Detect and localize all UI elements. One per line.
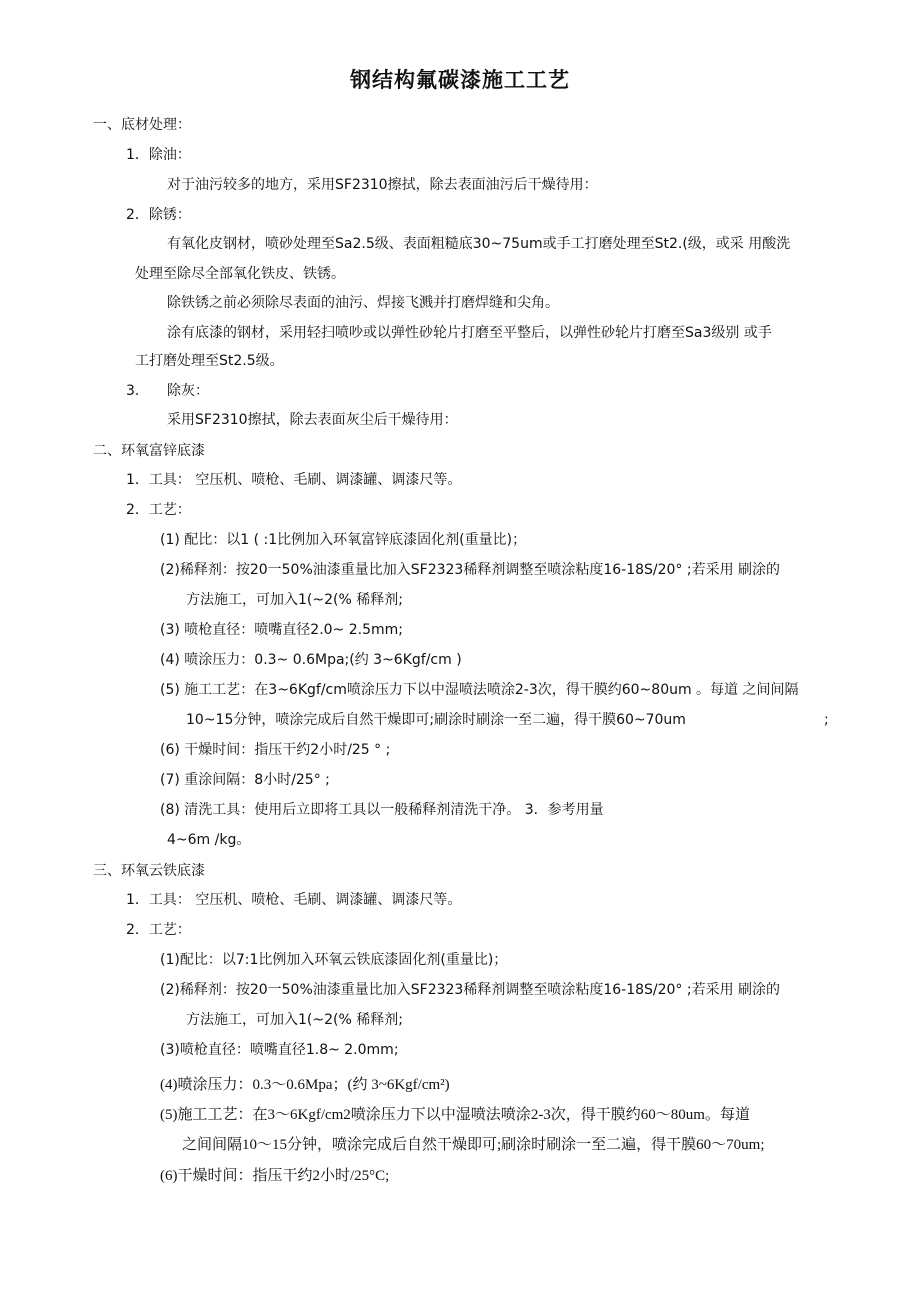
s3-nozzle: (3)喷枪直径：喷嘴直径1.8~ 2.0mm; <box>160 1042 399 1058</box>
s2-tools: 1．工具： 空压机、喷枪、毛刷、调漆罐、调漆尺等。 <box>126 472 462 488</box>
dedust-number: 3. <box>126 383 140 399</box>
degrease-title: 1．除油： <box>126 147 191 163</box>
s2-craft-title: 2．工艺： <box>126 502 191 518</box>
section-1-heading: 一、底材处理： <box>93 117 191 133</box>
dedust-title: 除灰： <box>167 383 209 399</box>
derust-paragraph-3-cont: 工打磨处理至St2.5级。 <box>135 353 284 369</box>
dedust-text: 采用SF2310擦拭，除去表面灰尘后干燥待用： <box>167 412 458 428</box>
s2-nozzle: (3) 喷枪直径：喷嘴直径2.0~ 2.5mm; <box>160 622 403 638</box>
s3-pressure: (4)喷涂压力：0.3～0.6Mpa；(约 3~6Kgf/cm²) <box>160 1077 450 1093</box>
s2-pressure: (4) 喷涂压力：0.3~ 0.6Mpa;(约 3~6Kgf/cm ) <box>160 652 462 668</box>
derust-paragraph-3: 涂有底漆的钢材，采用轻扫喷吵或以弹性砂轮片打磨至平整后，以弹性砂轮片打磨至Sa3级别 或手 <box>167 325 772 341</box>
derust-paragraph-2: 除铁锈之前必须除尽表面的油污、焊接飞溅并打磨焊缝和尖角。 <box>167 295 559 311</box>
s3-drying: (6)干燥时间：指压干约2小时/25°C; <box>160 1168 390 1184</box>
s2-usage: 4~6m /kg。 <box>167 832 251 848</box>
section-3-heading: 三、环氧云铁底漆 <box>93 863 205 879</box>
s3-ratio: (1)配比：以7:1比例加入环氧云铁底漆固化剂(重量比)； <box>160 952 508 968</box>
document-title: 钢结构氟碳漆施工工艺 <box>350 68 570 92</box>
s2-thinner-cont: 方法施工，可加入1(~2(% 稀释剂; <box>186 592 403 608</box>
s2-ratio: (1) 配比：以1 ( :1比例加入环氧富锌底漆固化剂(重量比)； <box>160 532 527 548</box>
s3-process-cont: 之间间隔10～15分钟，喷涂完成后自然干燥即可;刷涂时刷涂一至二遍，得干膜60～70um; <box>182 1137 765 1153</box>
s3-craft-title: 2．工艺： <box>126 922 191 938</box>
s2-process-end: ; <box>824 712 829 728</box>
s2-process-cont: 10~15分钟，喷涂完成后自然干燥即可;刷涂时刷涂一至二遍，得干膜60~70um <box>186 712 686 728</box>
s3-tools: 1．工具： 空压机、喷枪、毛刷、调漆罐、调漆尺等。 <box>126 892 462 908</box>
derust-paragraph-1-cont: 处理至除尽全部氧化铁皮、铁锈。 <box>135 266 345 282</box>
s2-cleaning: (8) 清洗工具：使用后立即将工具以一般稀释剂清洗干净。 3．参考用量 <box>160 802 604 818</box>
s2-drying: (6) 干燥时间：指压干约2小时/25 ° ; <box>160 742 391 758</box>
s2-thinner: (2)稀释剂：按20一50%油漆重量比加入SF2323稀释剂调整至喷涂粘度16-18S/20° ;若采用 刷涂的 <box>160 562 781 578</box>
degrease-text: 对于油污较多的地方，采用SF2310擦拭，除去表面油污后干燥待用： <box>167 177 598 193</box>
section-2-heading: 二、环氧富锌底漆 <box>93 443 205 459</box>
s3-process: (5)施工工艺：在3～6Kgf/cm2喷涂压力下以中湿喷法喷涂2-3次，得干膜约60～80um。每道 <box>160 1107 750 1123</box>
derust-title: 2．除锈： <box>126 207 191 223</box>
s2-process: (5) 施工工艺：在3~6Kgf/cm喷涂压力下以中湿喷法喷涂2-3次，得干膜约60~80um 。每道 之间间隔 <box>160 682 799 698</box>
s2-recoat: (7) 重涂间隔：8小时/25° ; <box>160 772 330 788</box>
s3-thinner: (2)稀释剂：按20一50%油漆重量比加入SF2323稀释剂调整至喷涂粘度16-18S/20° ;若采用 刷涂的 <box>160 982 781 998</box>
s3-thinner-cont: 方法施工，可加入1(~2(% 稀释剂; <box>186 1012 403 1028</box>
derust-paragraph-1: 有氧化皮钢材，喷砂处理至Sa2.5级、表面粗糙底30~75um或手工打磨处理至St2.(级，或采 用酸洗 <box>167 236 791 252</box>
